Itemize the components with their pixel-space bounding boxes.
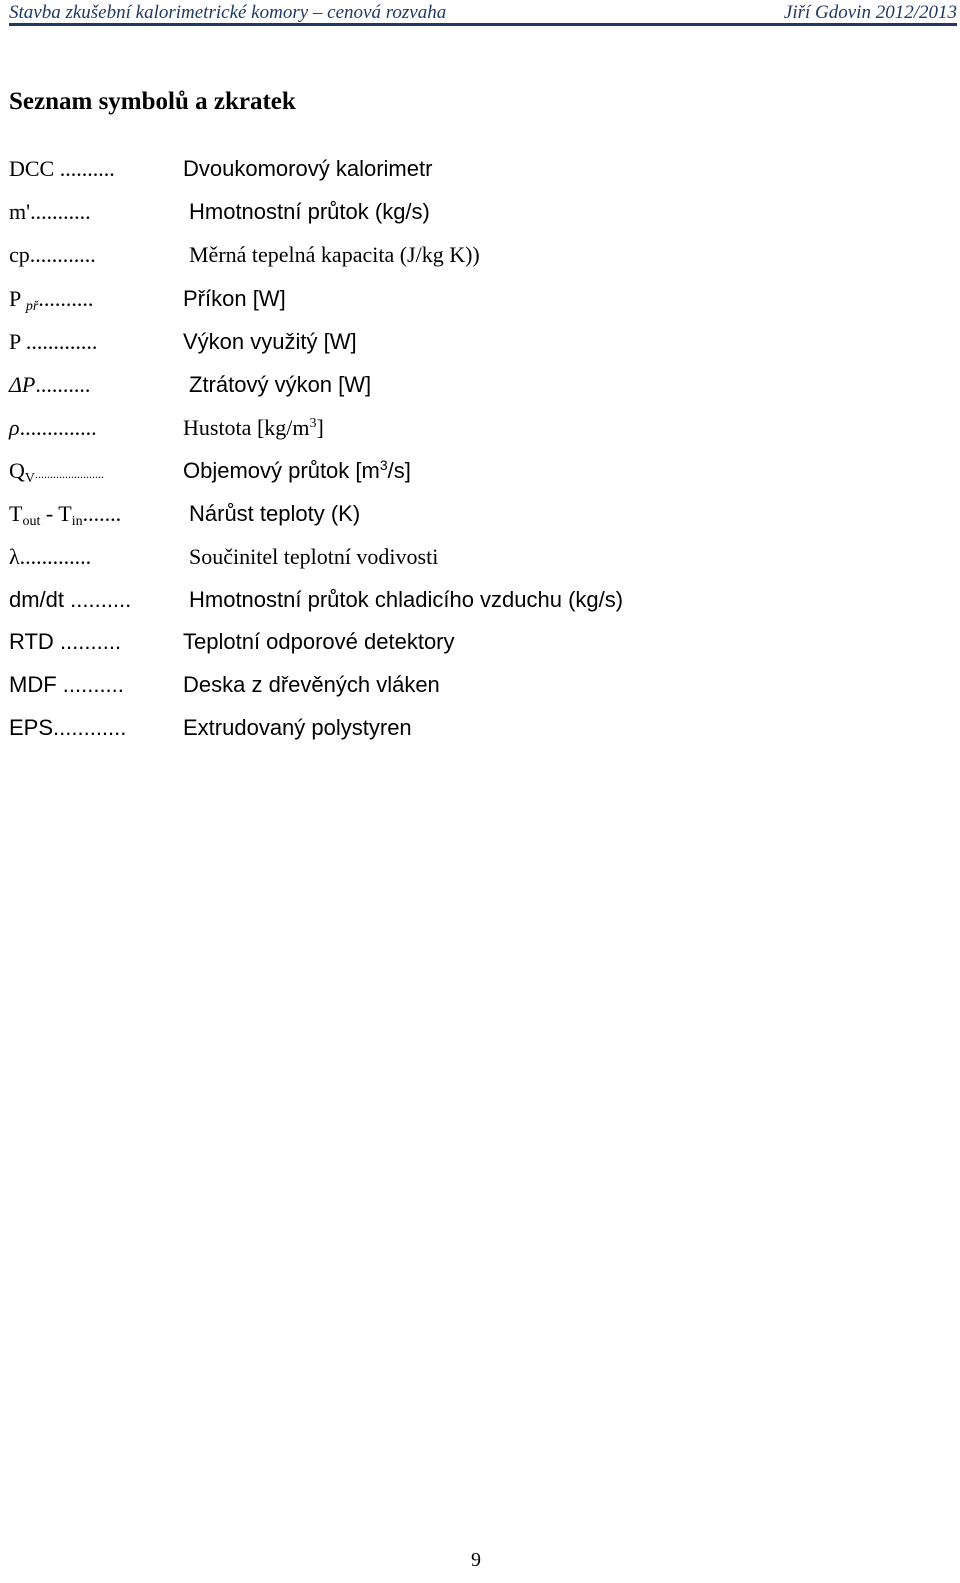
symbol-row-mdf <box>9 672 440 697</box>
symbol-description: Objemový průtok $[m^3/s]$ <box>183 457 411 483</box>
symbol: RTD .......... <box>9 629 122 654</box>
symbol-description: Deska z dřevěných vláken <box>183 672 440 697</box>
header-author: Jiří Gdovin 2012/2013 <box>783 2 957 23</box>
symbol: DCC .......... <box>9 156 115 181</box>
symbol-row-rtd <box>9 629 455 654</box>
symbol-row-temperature-rise <box>9 501 361 529</box>
symbol-row-input-power <box>9 286 286 314</box>
page-number: 9 <box>471 1549 481 1571</box>
symbol-row-volume-flow <box>9 457 411 486</box>
symbol: dm/dt .......... <box>9 587 132 612</box>
symbol: P ............. <box>9 329 98 354</box>
symbol: ΔP.......... <box>9 372 91 397</box>
symbol-description: Výkon využitý [W] <box>183 329 357 354</box>
symbol-description: Měrná tepelná kapacita (J/kg K)) <box>189 242 480 267</box>
symbol-description: Dvoukomorový kalorimetr <box>183 156 433 181</box>
page-heading: Seznam symbolů a zkratek <box>9 88 296 115</box>
symbol-description: Teplotní odporové detektory <box>183 629 455 654</box>
header-title: Stavba zkušební kalorimetrické komory – cenová rozvaha <box>9 2 447 23</box>
symbol: MDF .......... <box>9 672 124 697</box>
symbol-row-used-power <box>9 329 357 354</box>
symbol-row-power-loss <box>9 372 372 397</box>
symbol-row-specific-heat <box>9 242 480 267</box>
symbol: P $_{př}$.......... <box>9 286 94 314</box>
symbol-description: Nárůst teploty (K) <box>189 501 361 526</box>
symbol-description: Součinitel teplotní vodivosti <box>189 544 439 569</box>
symbol: λ............. <box>9 544 92 569</box>
symbol: m'........... <box>9 199 91 224</box>
symbol-row-air-mass-flow <box>9 587 624 612</box>
symbol-description: Hmotnostní průtok chladicího vzduchu (kg/s) <box>189 587 624 612</box>
symbol-row-eps <box>9 715 412 740</box>
symbol-description: Hustota $[kg/m^3]$ <box>183 415 324 440</box>
symbol-description: Příkon [W] <box>183 286 286 311</box>
symbol: cp............ <box>9 242 96 267</box>
symbol: EPS............ <box>9 715 127 740</box>
symbol-description: Ztrátový výkon [W] <box>189 372 372 397</box>
symbol-row-thermal-conductivity <box>9 544 439 569</box>
symbol: $Q_V$....................... <box>9 458 105 486</box>
symbol-row-mass-flow <box>9 199 430 224</box>
symbol: $T_{out} - T_{in}$....... <box>9 501 122 529</box>
header-rule <box>9 23 957 26</box>
symbol-description: Extrudovaný polystyren <box>183 715 412 740</box>
symbol: ρ.............. <box>9 415 97 440</box>
symbol-row-density <box>9 415 324 440</box>
symbol-description: Hmotnostní průtok (kg/s) <box>189 199 430 224</box>
symbol-row-dcc <box>9 156 433 181</box>
